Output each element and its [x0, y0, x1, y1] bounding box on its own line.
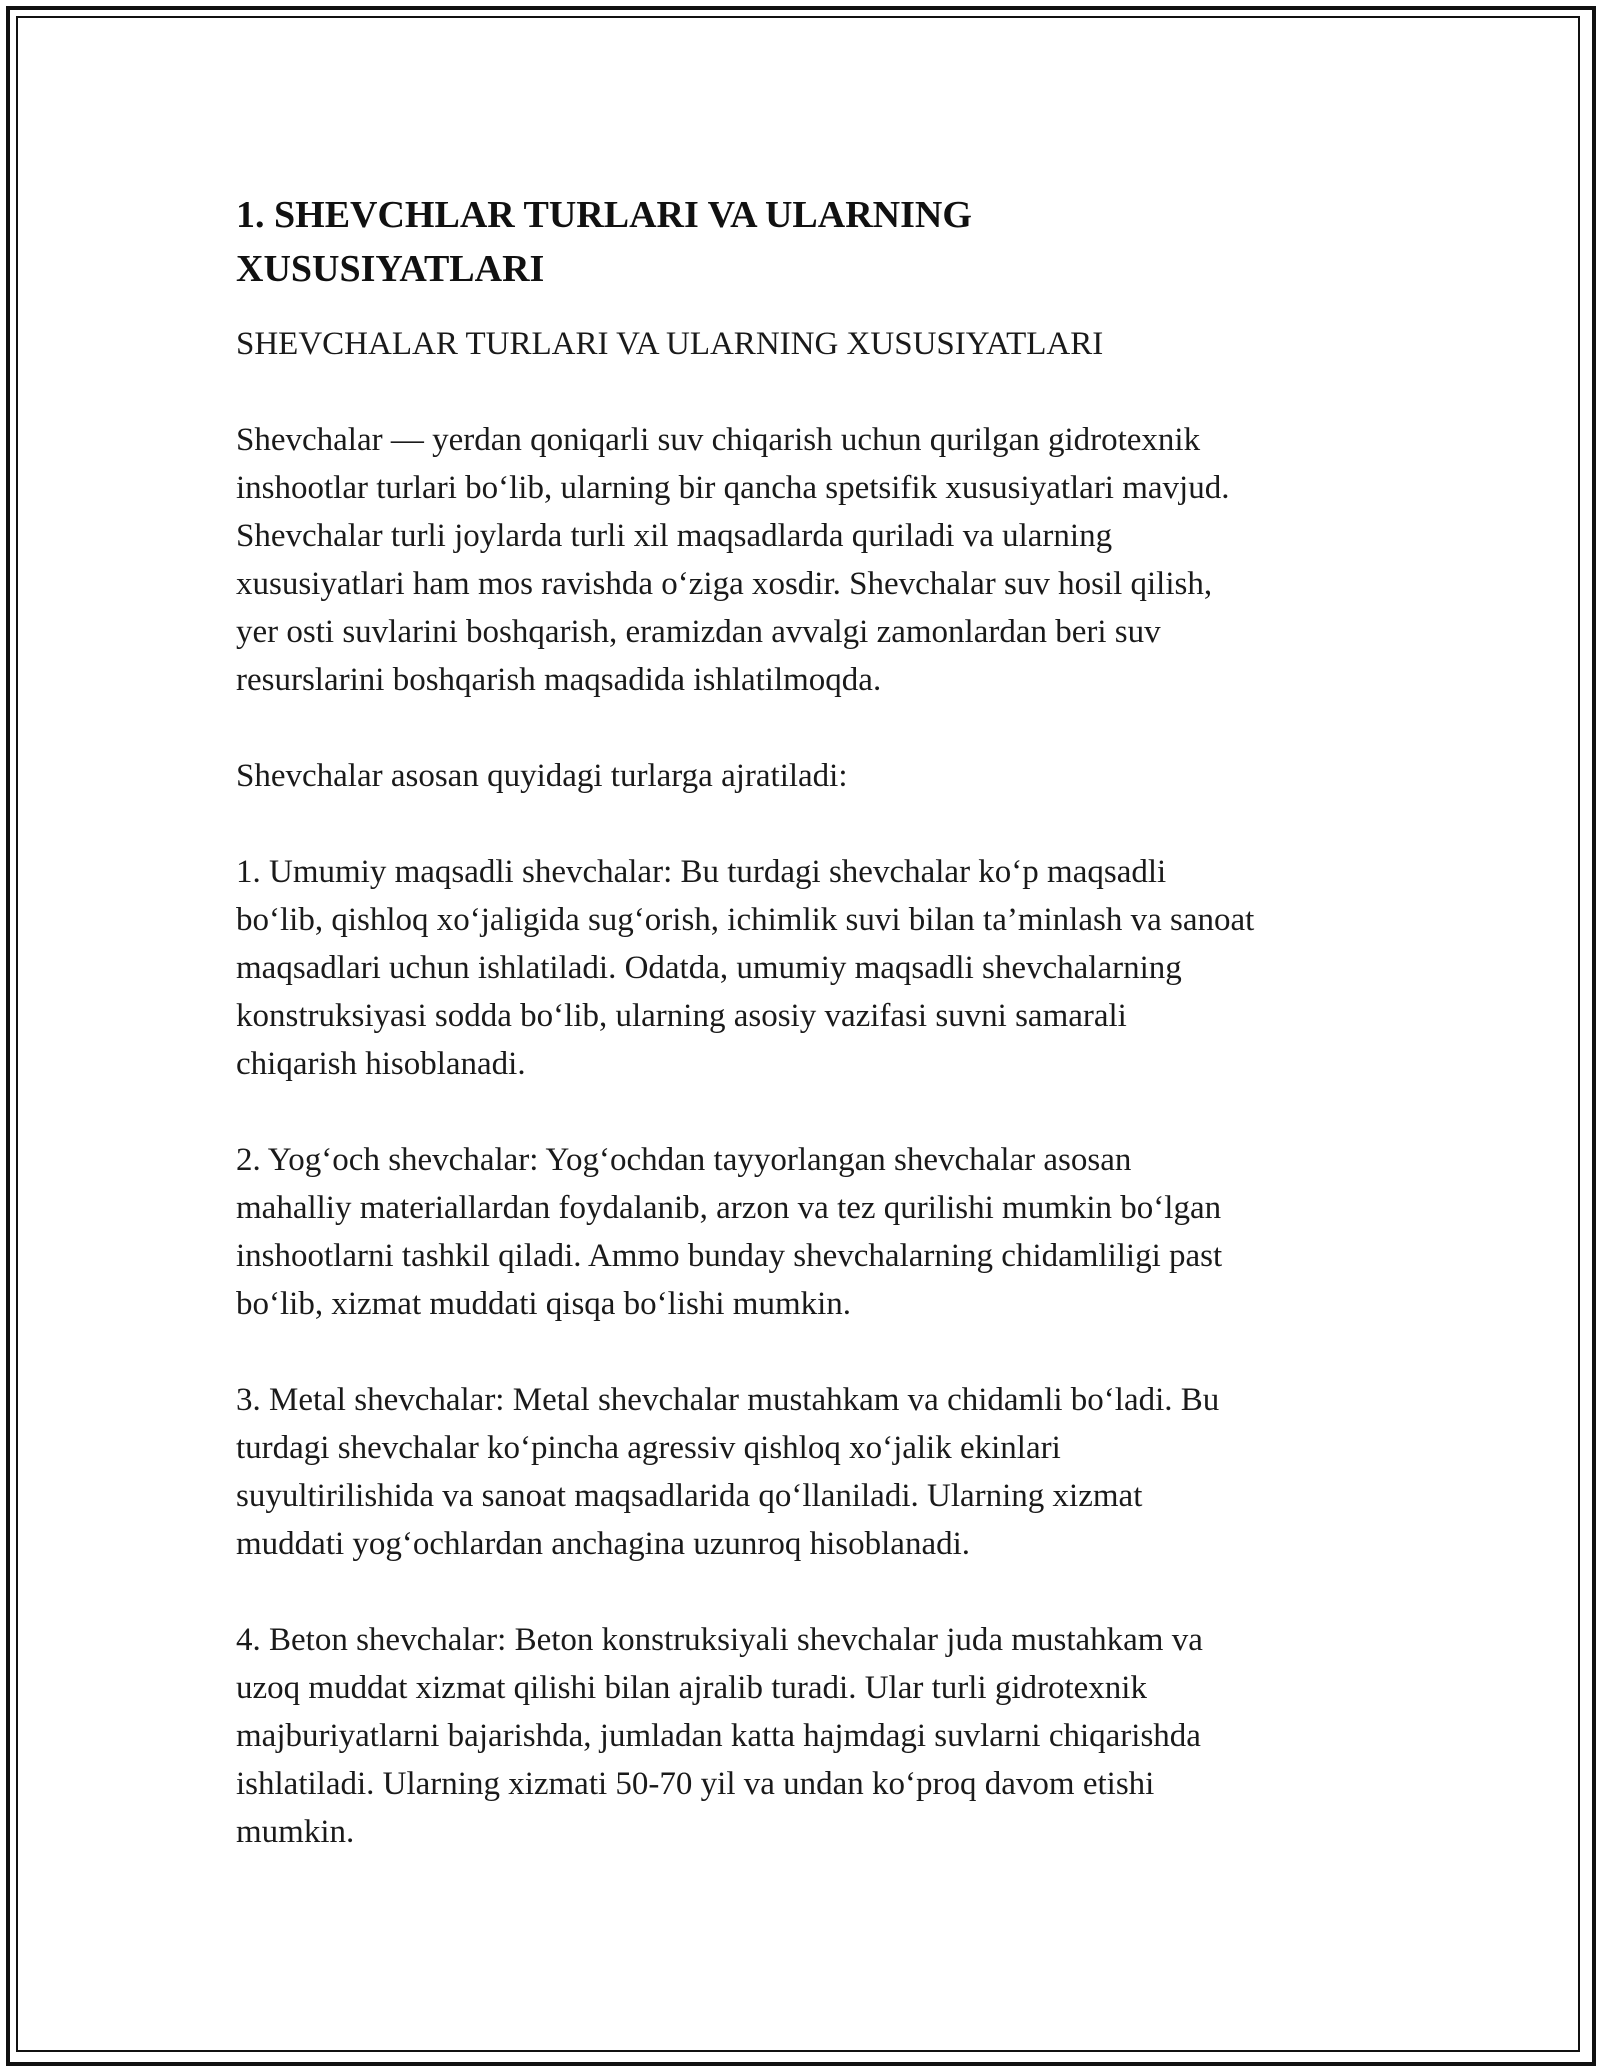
section-heading	[236, 188, 1386, 296]
section-heading-line: 1. SHEVCHLAR TURLARI VA ULARNING	[236, 194, 972, 236]
intro-paragraph	[236, 416, 1386, 704]
paragraph-line: maqsadlari uchun ishlatiladi. Odatda, umumiy maqsadli shevchalarning	[236, 950, 1182, 986]
paragraph-line: mahalliy materiallardan foydalanib, arzon va tez qurilishi mumkin bo‘lgan	[236, 1190, 1222, 1226]
paragraph-line: bo‘lib, qishloq xo‘jaligida sug‘orish, ichimlik suvi bilan ta’minlash va sanoat	[236, 902, 1255, 938]
paragraph-line: mumkin.	[236, 1814, 355, 1850]
type-4-paragraph	[236, 1616, 1386, 1856]
paragraph-line: 4. Beton shevchalar: Beton konstruksiyali shevchalar juda mustahkam va	[236, 1622, 1203, 1658]
paragraph-line: muddati yog‘ochlardan anchagina uzunroq hisoblanadi.	[236, 1526, 971, 1562]
paragraph-line: majburiyatlarni bajarishda, jumladan katta hajmdagi suvlarni chiqarishda	[236, 1718, 1201, 1754]
paragraph-line: 1. Umumiy maqsadli shevchalar: Bu turdagi shevchalar ko‘p maqsadli	[236, 854, 1167, 890]
paragraph-line: suyultirilishida va sanoat maqsadlarida qo‘llaniladi. Ularning xizmat	[236, 1478, 1143, 1514]
paragraph-line: konstruksiyasi sodda bo‘lib, ularning asosiy vazifasi suvni samarali	[236, 998, 1127, 1034]
paragraph-line: turdagi shevchalar ko‘pincha agressiv qishloq xo‘jalik ekinlari	[236, 1430, 1061, 1466]
type-2-paragraph	[236, 1136, 1386, 1328]
paragraph-line: chiqarish hisoblanadi.	[236, 1046, 526, 1082]
types-intro-paragraph	[236, 752, 1386, 800]
type-1-paragraph	[236, 848, 1386, 1088]
document-body	[236, 188, 1386, 1856]
paragraph-line: Shevchalar — yerdan qoniqarli suv chiqarish uchun qurilgan gidrotexnik	[236, 422, 1201, 458]
paragraph-line: ishlatiladi. Ularning xizmati 50-70 yil va undan ko‘proq davom etishi	[236, 1766, 1155, 1802]
paragraph-line: Shevchalar asosan quyidagi turlarga ajratiladi:	[236, 758, 848, 794]
paragraph-line: xususiyatlari ham mos ravishda o‘ziga xosdir. Shevchalar suv hosil qilish,	[236, 566, 1213, 602]
paragraph-list	[236, 416, 1386, 1856]
paragraph-line: inshootlarni tashkil qiladi. Ammo bunday shevchalarning chidamliligi past	[236, 1238, 1223, 1274]
paragraph-line: 2. Yog‘och shevchalar: Yog‘ochdan tayyorlangan shevchalar asosan	[236, 1142, 1132, 1178]
paragraph-line: bo‘lib, xizmat muddati qisqa bo‘lishi mumkin.	[236, 1286, 852, 1322]
paragraph-line: 3. Metal shevchalar: Metal shevchalar mustahkam va chidamli bo‘ladi. Bu	[236, 1382, 1220, 1418]
section-subheading: SHEVCHALAR TURLARI VA ULARNING XUSUSIYATLARI	[236, 326, 1104, 362]
paragraph-line: Shevchalar turli joylarda turli xil maqsadlarda quriladi va ularning	[236, 518, 1113, 554]
paragraph-line: resurslarini boshqarish maqsadida ishlatilmoqda.	[236, 662, 882, 698]
paragraph-line: yer osti suvlarini boshqarish, eramizdan avvalgi zamonlardan beri suv	[236, 614, 1161, 650]
paragraph-line: inshootlar turlari bo‘lib, ularning bir qancha spetsifik xususiyatlari mavjud.	[236, 470, 1230, 506]
type-3-paragraph	[236, 1376, 1386, 1568]
paragraph-line: uzoq muddat xizmat qilishi bilan ajralib turadi. Ular turli gidrotexnik	[236, 1670, 1147, 1706]
section-heading-line: XUSUSIYATLARI	[236, 248, 545, 290]
